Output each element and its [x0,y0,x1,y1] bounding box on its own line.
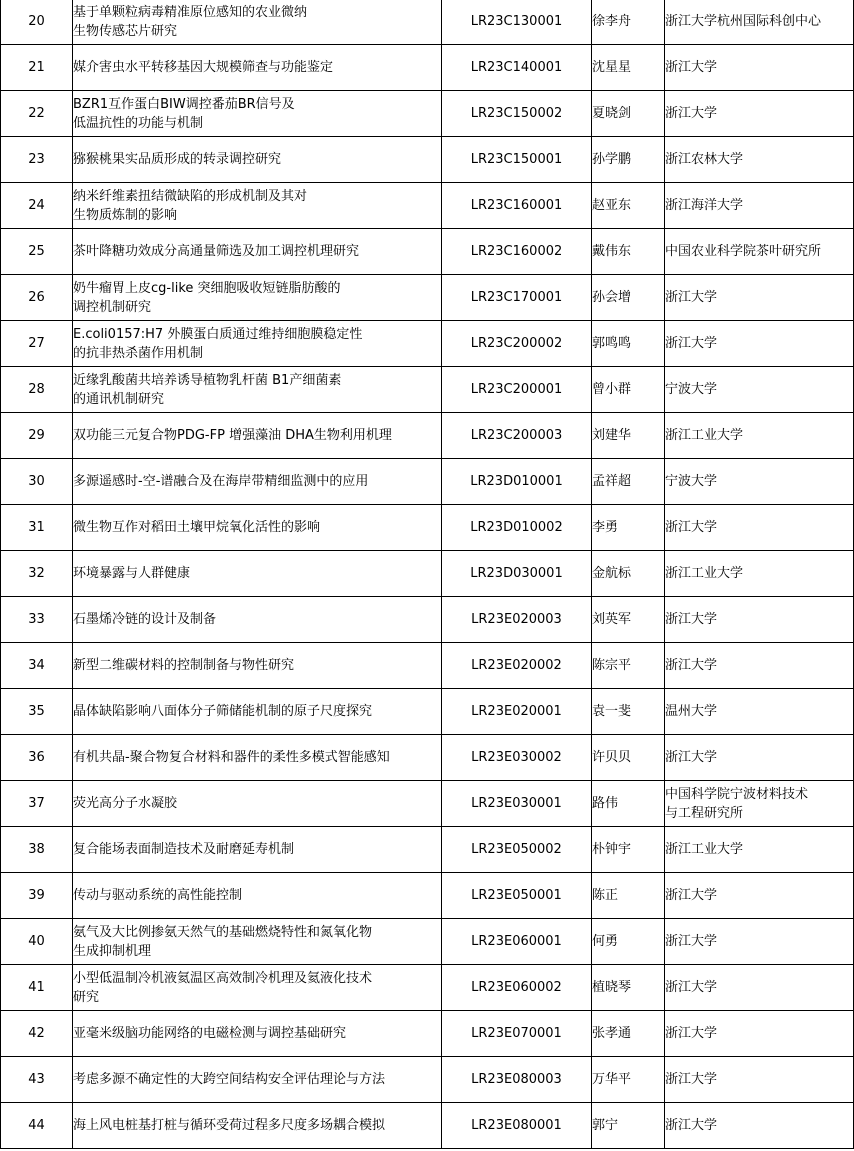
project-title-line: 的抗非热杀菌作用机制 [73,345,204,361]
institution [665,367,854,413]
project-title-line: 新型二维碳材料的控制制备与物性研究 [73,658,295,673]
institution [665,781,854,827]
row-number: 39 [1,873,73,919]
applicant-name: 李勇 [592,505,665,551]
institution-line: 浙江海洋大学 [665,198,744,213]
institution-line: 浙江工业大学 [665,428,744,443]
project-title-line: 近缘乳酸菌共培养诱导植物乳杆菌 B1产细菌素 [73,372,342,388]
table-row [1,91,854,137]
project-title-line: 石墨烯冷链的设计及制备 [73,612,217,627]
row-number: 25 [1,229,73,275]
project-title [73,229,442,275]
project-title-line: 双功能三元复合物PDG-FP 增强藻油 DHA生物利用机理 [73,428,392,443]
table-row [1,229,854,275]
project-title-line: 传动与驱动系统的高性能控制 [73,888,243,903]
institution [665,183,854,229]
institution [665,643,854,689]
applicant-name: 万华平 [592,1057,665,1103]
project-title [73,827,442,873]
project-title-line: 荧光高分子水凝胶 [73,796,178,811]
applicant-name: 朴钟宇 [592,827,665,873]
table-row [1,965,854,1011]
project-code: LR23C200002 [442,321,592,367]
applicant-name: 沈星星 [592,45,665,91]
applicant-name: 路伟 [592,781,665,827]
row-number: 30 [1,459,73,505]
table-row [1,459,854,505]
institution-line: 浙江大学 [665,60,718,75]
project-title [73,689,442,735]
institution [665,275,854,321]
project-title-line: 微生物互作对稻田土壤甲烷氧化活性的影响 [73,520,321,535]
project-title [73,321,442,367]
row-number: 31 [1,505,73,551]
project-title-line: 海上风电桩基打桩与循环受荷过程多尺度多场耦合模拟 [73,1118,386,1133]
table-row [1,183,854,229]
row-number: 36 [1,735,73,781]
project-title-line: 考虑多源不确定性的大跨空间结构安全评估理论与方法 [73,1072,386,1087]
table-row [1,275,854,321]
institution-line: 浙江大学 [665,520,718,535]
project-title [73,91,442,137]
table-row [1,45,854,91]
project-code: LR23E050002 [442,827,592,873]
institution-line: 浙江大学 [665,290,718,305]
project-title [73,137,442,183]
project-title-line: 多源遥感时-空-谱融合及在海岸带精细监测中的应用 [73,474,369,489]
institution-line: 浙江大学 [665,1118,718,1133]
institution [665,827,854,873]
table-row [1,597,854,643]
project-code: LR23D010002 [442,505,592,551]
project-title-line: 茶叶降糖功效成分高通量筛选及加工调控机理研究 [73,244,360,259]
institution [665,965,854,1011]
table-row [1,781,854,827]
institution [665,137,854,183]
project-title [73,1103,442,1149]
row-number: 43 [1,1057,73,1103]
institution-line: 浙江大学 [665,612,718,627]
project-title-line: E.coli0157:H7 外膜蛋白质通过维持细胞膜稳定性 [73,326,363,342]
institution [665,735,854,781]
row-number: 27 [1,321,73,367]
table-row [1,919,854,965]
table-row [1,1057,854,1103]
row-number: 22 [1,91,73,137]
institution-line: 宁波大学 [665,474,718,489]
project-title-line: 纳米纤维素扭结微缺陷的形成机制及其对 [73,188,308,204]
institution-line: 温州大学 [665,704,718,719]
row-number: 33 [1,597,73,643]
institution-line: 浙江大学 [665,658,718,673]
project-title [73,873,442,919]
institution-line: 与工程研究所 [665,805,744,821]
project-title-line: 研究 [73,989,100,1005]
row-number: 35 [1,689,73,735]
table-row [1,551,854,597]
institution [665,229,854,275]
project-title-line: 生物质炼制的影响 [73,207,178,223]
project-title [73,459,442,505]
applicant-name: 刘建华 [592,413,665,459]
institution [665,0,854,45]
row-number: 32 [1,551,73,597]
project-code: LR23C170001 [442,275,592,321]
institution-line: 宁波大学 [665,382,718,397]
project-title [73,781,442,827]
table-row [1,505,854,551]
applicant-name: 植晓琴 [592,965,665,1011]
institution-line: 中国科学院宁波材料技术 [665,786,809,802]
project-title [73,45,442,91]
applicant-name: 郭鸣鸣 [592,321,665,367]
institution-line: 浙江工业大学 [665,566,744,581]
institution [665,1057,854,1103]
table-row [1,689,854,735]
row-number: 29 [1,413,73,459]
project-title-line: BZR1互作蛋白BIW调控番茄BR信号及 [73,96,295,112]
applicant-name: 陈正 [592,873,665,919]
institution [665,459,854,505]
applicant-name: 许贝贝 [592,735,665,781]
applicant-name: 刘英军 [592,597,665,643]
row-number: 21 [1,45,73,91]
applicant-name: 陈宗平 [592,643,665,689]
project-title [73,597,442,643]
project-title-line: 基于单颗粒病毒精准原位感知的农业微纳 [73,4,308,20]
project-title-line: 晶体缺陷影响八面体分子筛储能机制的原子尺度探究 [73,704,373,719]
project-code: LR23E060002 [442,965,592,1011]
institution-line: 浙江大学 [665,106,718,121]
project-code: LR23C150002 [442,91,592,137]
project-code: LR23C200001 [442,367,592,413]
institution [665,1011,854,1057]
project-code: LR23C160001 [442,183,592,229]
project-title [73,505,442,551]
project-code: LR23E020003 [442,597,592,643]
row-number: 26 [1,275,73,321]
institution [665,919,854,965]
institution [665,321,854,367]
institution-line: 浙江大学 [665,750,718,765]
applicant-name: 张孝通 [592,1011,665,1057]
row-number: 23 [1,137,73,183]
project-code: LR23E060001 [442,919,592,965]
project-title [73,919,442,965]
applicant-name: 孙学鹏 [592,137,665,183]
project-title-line: 氨气及大比例掺氨天然气的基础燃烧特性和氮氧化物 [73,924,373,940]
institution-line: 浙江大学 [665,1026,718,1041]
project-title-line: 亚毫米级脑功能网络的电磁检测与调控基础研究 [73,1026,347,1041]
institution [665,873,854,919]
institution-line: 浙江大学 [665,336,718,351]
project-title [73,413,442,459]
project-code: LR23C160002 [442,229,592,275]
project-title [73,965,442,1011]
project-code: LR23C140001 [442,45,592,91]
institution-line: 浙江工业大学 [665,842,744,857]
institution [665,413,854,459]
project-title [73,275,442,321]
institution [665,45,854,91]
table-row [1,0,854,45]
table-row [1,367,854,413]
row-number: 40 [1,919,73,965]
institution [665,551,854,597]
institution-line: 浙江大学 [665,1072,718,1087]
row-number: 37 [1,781,73,827]
row-number: 44 [1,1103,73,1149]
project-title-line: 复合能场表面制造技术及耐磨延寿机制 [73,842,295,857]
project-title-line: 小型低温制冷机液氦温区高效制冷机理及氦液化技术 [73,970,373,986]
table-row [1,827,854,873]
applicant-name: 郭宁 [592,1103,665,1149]
applicant-name: 夏晓剑 [592,91,665,137]
project-code: LR23E050001 [442,873,592,919]
row-number: 41 [1,965,73,1011]
institution-line: 浙江大学 [665,888,718,903]
project-code: LR23D030001 [442,551,592,597]
applicant-name: 赵亚东 [592,183,665,229]
applicant-name: 孟祥超 [592,459,665,505]
table-row [1,321,854,367]
project-title [73,183,442,229]
project-code: LR23E030002 [442,735,592,781]
project-code: LR23E080003 [442,1057,592,1103]
institution [665,505,854,551]
table-row [1,137,854,183]
applicant-name: 曾小群 [592,367,665,413]
project-title-line: 调控机制研究 [73,299,152,315]
project-code: LR23C130001 [442,0,592,45]
project-code: LR23D010001 [442,459,592,505]
project-table-body [1,0,854,1149]
project-code: LR23E020001 [442,689,592,735]
project-title [73,1057,442,1103]
applicant-name: 何勇 [592,919,665,965]
project-title-line: 有机共晶-聚合物复合材料和器件的柔性多模式智能感知 [73,750,390,765]
project-title-line: 生成抑制机理 [73,943,152,959]
project-title [73,643,442,689]
project-title [73,1011,442,1057]
row-number: 20 [1,0,73,45]
applicant-name: 袁一斐 [592,689,665,735]
table-row [1,413,854,459]
project-code: LR23E020002 [442,643,592,689]
institution-line: 浙江大学杭州国际科创中心 [665,14,822,29]
project-title [73,735,442,781]
table-row [1,1011,854,1057]
project-title-line: 环境暴露与人群健康 [73,566,191,581]
project-title-line: 的通讯机制研究 [73,391,165,407]
project-code: LR23E070001 [442,1011,592,1057]
project-title [73,551,442,597]
project-title-line: 猕猴桃果实品质形成的转录调控研究 [73,152,282,167]
row-number: 34 [1,643,73,689]
project-title-line: 奶牛瘤胃上皮cg-like 突细胞吸收短链脂肪酸的 [73,280,341,296]
institution [665,597,854,643]
project-title [73,367,442,413]
institution-line: 中国农业科学院茶叶研究所 [665,244,822,259]
project-code: LR23C150001 [442,137,592,183]
row-number: 42 [1,1011,73,1057]
institution [665,1103,854,1149]
table-row [1,735,854,781]
row-number: 28 [1,367,73,413]
applicant-name: 金航标 [592,551,665,597]
table-row [1,1103,854,1149]
institution-line: 浙江大学 [665,980,718,995]
project-code: LR23E030001 [442,781,592,827]
project-code: LR23C200003 [442,413,592,459]
institution [665,91,854,137]
project-title [73,0,442,45]
applicant-name: 孙会增 [592,275,665,321]
row-number: 38 [1,827,73,873]
row-number: 24 [1,183,73,229]
institution-line: 浙江大学 [665,934,718,949]
institution-line: 浙江农林大学 [665,152,744,167]
project-title-line: 生物传感芯片研究 [73,23,178,39]
table-row [1,643,854,689]
table-row [1,873,854,919]
project-title-line: 低温抗性的功能与机制 [73,115,204,131]
project-code: LR23E080001 [442,1103,592,1149]
applicant-name: 戴伟东 [592,229,665,275]
institution [665,689,854,735]
project-title-line: 媒介害虫水平转移基因大规模筛查与功能鉴定 [73,60,334,75]
applicant-name: 徐李舟 [592,0,665,45]
